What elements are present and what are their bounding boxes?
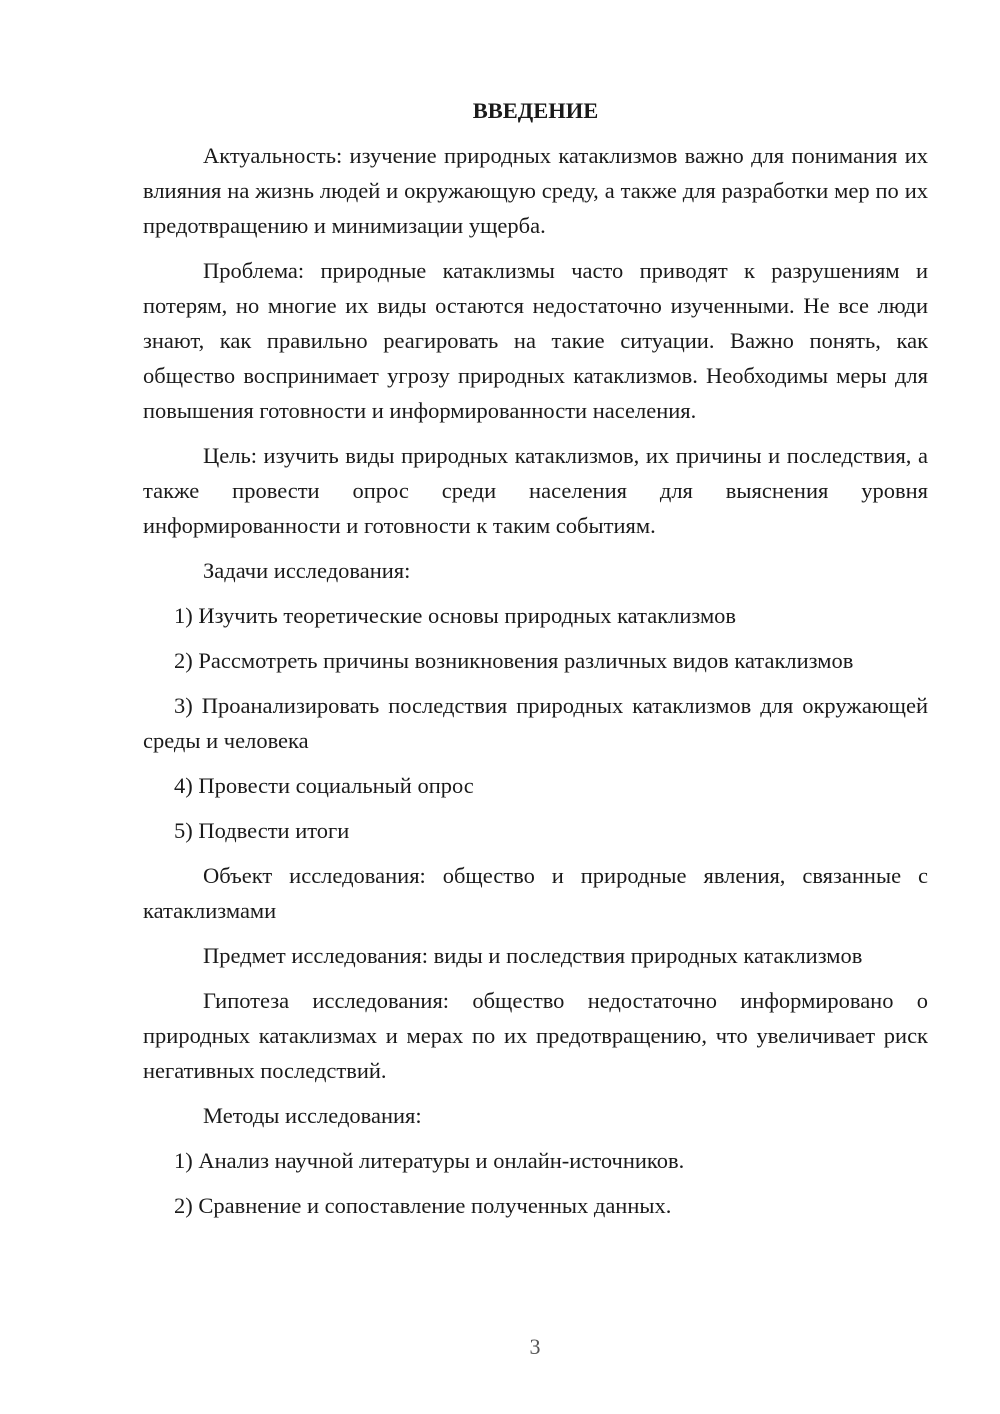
goal-paragraph: Цель: изучить виды природных катаклизмов, их причины и последствия, а также провести опрос среди населения для выяснения уровня информированности и готовности к таким событиям. (143, 443, 928, 538)
task-item: 1) Изучить теоретические основы природных катаклизмов (174, 603, 737, 628)
page-title: ВВЕДЕНИЕ (472, 98, 599, 123)
method-item: 1) Анализ научной литературы и онлайн-источников. (174, 1148, 685, 1173)
subject-paragraph: Предмет исследования: виды и последствия природных катаклизмов (203, 943, 863, 968)
hypothesis-paragraph: Гипотеза исследования: общество недостаточно информировано о природных катаклизмах и мерах по их предотвращению, что увеличивает риск негативных последствий. (143, 988, 928, 1083)
document-page (143, 96, 928, 1223)
tasks-heading: Задачи исследования: (203, 558, 411, 583)
relevance-paragraph: Актуальность: изучение природных катаклизмов важно для понимания их влияния на жизнь людей и окружающую среду, а также для разработки мер по их предотвращению и минимизации ущерба. (143, 143, 928, 238)
task-item: 4) Провести социальный опрос (174, 773, 474, 798)
task-item: 3) Проанализировать последствия природных катаклизмов для окружающей среды и человека (143, 693, 928, 753)
task-item: 2) Рассмотреть причины возникновения различных видов катаклизмов (174, 648, 854, 673)
page-number: 3 (529, 1334, 541, 1359)
method-item: 2) Сравнение и сопоставление полученных данных. (174, 1193, 672, 1218)
methods-heading: Методы исследования: (203, 1103, 422, 1128)
task-item: 5) Подвести итоги (174, 818, 350, 843)
problem-paragraph: Проблема: природные катаклизмы часто приводят к разрушениям и потерям, но многие их виды остаются недостаточно изученными. Не все люди знают, как правильно реагировать на такие ситуации. Важно понять, как общество воспринимает угрозу природных катаклизмов. Необходимы меры для повышения готовности и информированности населения. (143, 258, 928, 423)
object-paragraph: Объект исследования: общество и природные явления, связанные с катаклизмами (143, 863, 928, 923)
